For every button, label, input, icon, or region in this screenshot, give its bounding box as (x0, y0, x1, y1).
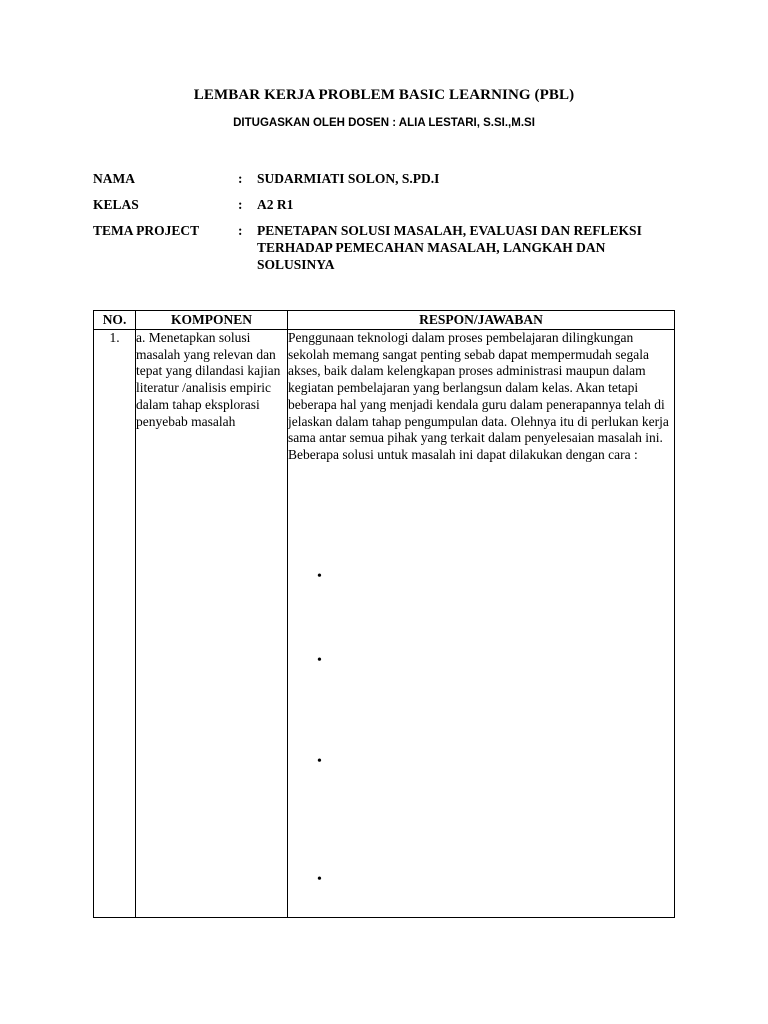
table-header-row (94, 311, 675, 330)
info-colon: : (238, 171, 243, 186)
info-row-kelas (93, 196, 673, 213)
table-row (94, 330, 675, 918)
cell-respon (288, 330, 675, 918)
info-value: SUDARMIATI SOLON, S.PD.I (257, 171, 440, 186)
info-colon: : (238, 223, 243, 238)
document-subtitle: DITUGASKAN OLEH DOSEN : ALIA LESTARI, S.SI.,M.SI (233, 117, 535, 129)
bullet-point: • (317, 754, 322, 769)
info-value: PENETAPAN SOLUSI MASALAH, EVALUASI DAN REFLEKSI TERHADAP PEMECAHAN MASALAH, LANGKAH DAN SOLUSINYA (257, 223, 642, 272)
info-value: A2 R1 (257, 197, 294, 212)
bullet-point: • (317, 653, 322, 668)
bullet-point: • (317, 569, 322, 584)
identity-section (93, 170, 673, 282)
respon-text: Penggunaan teknologi dalam proses pembelajaran dilingkungan sekolah memang sangat penting sebab dapat mempermudah segala akses, baik dalam kelengkapan proses administrasi maupun dalam kegiatan pembelajaran yang berlangsun dalam kelas. Akan tetapi beberapa hal yang menjadi kendala guru dalam penerapannya telah di jelaskan dalam tahap pengumpulan data. Olehnya itu di perlukan kerja sama antar semua pihak yang terkait dalam penyelesaian masalah ini. Beberapa solusi untuk masalah ini dapat dilakukan dengan cara : (288, 330, 669, 462)
info-row-nama (93, 170, 673, 187)
header-komponen: KOMPONEN (136, 311, 288, 330)
info-label: KELAS (93, 197, 139, 212)
header-no: NO. (94, 311, 136, 330)
info-label: NAMA (93, 171, 135, 186)
pbl-table (93, 310, 675, 918)
bullet-point: • (317, 872, 322, 887)
info-row-tema-project (93, 222, 673, 273)
cell-no: 1. (94, 330, 136, 918)
info-colon: : (238, 197, 243, 212)
header-respon: RESPON/JAWABAN (288, 311, 675, 330)
cell-komponen: a. Menetapkan solusi masalah yang relevan dan tepat yang dilandasi kajian literatur /analisis empiric dalam tahap eksplorasi penyebab masalah (136, 330, 288, 918)
info-label: TEMA PROJECT (93, 223, 200, 238)
document-title: LEMBAR KERJA PROBLEM BASIC LEARNING (PBL) (193, 87, 575, 103)
